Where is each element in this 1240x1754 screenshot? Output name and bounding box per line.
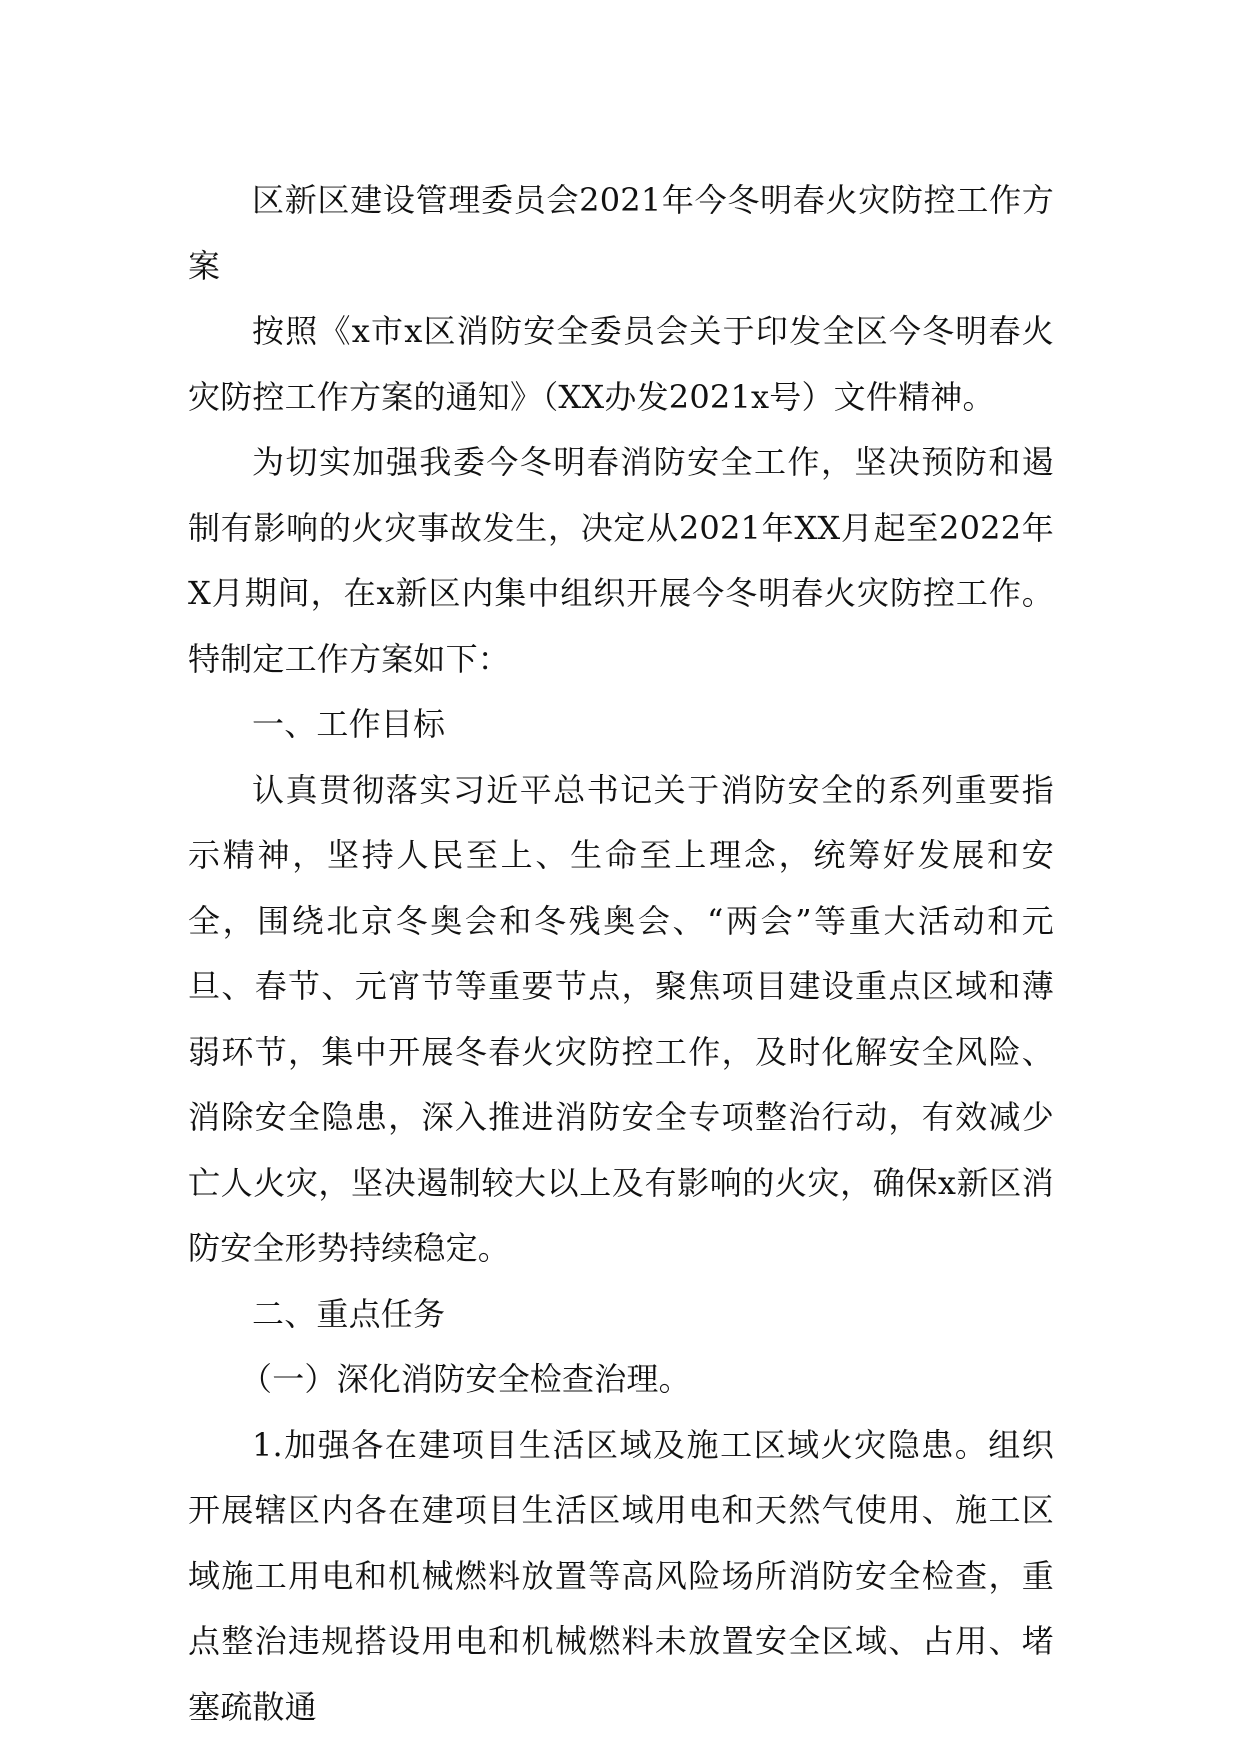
section-heading-tasks: 二、重点任务 [252, 1294, 446, 1333]
document-body [188, 168, 1054, 1740]
paragraph-basis: 按照《x市x区消防安全委员会关于印发全区今冬明春火灾防控工作方案的通知》（XX办发2021x号）文件精神。 [188, 312, 1054, 416]
paragraph-purpose: 为切实加强我委今冬明春消防安全工作，坚决预防和遏制有影响的火灾事故发生，决定从2021年XX月起至2022年X月期间，在x新区内集中组织开展今冬明春火灾防控工作。特制定工作方案如下： [188, 443, 1054, 678]
subsection-heading-inspection: （一）深化消防安全检查治理。 [240, 1360, 691, 1398]
paragraph-goals: 认真贯彻落实习近平总书记关于消防安全的系列重要指示精神，坚持人民至上、生命至上理念，统筹好发展和安全，围绕北京冬奥会和冬残奥会、“两会”等重大活动和元旦、春节、元宵节等重要节点，聚焦项目建设重点区域和薄弱环节，集中开展冬春火灾防控工作，及时化解安全风险、消除安全隐患，深入推进消防安全专项整治行动，有效减少亡人火灾，坚决遏制较大以上及有影响的火灾，确保x新区消防安全形势持续稳定。 [188, 770, 1054, 1267]
document-title: 区新区建设管理委员会2021年今冬明春火灾防控工作方案 [188, 181, 1054, 285]
paragraph-task-1: 1.加强各在建项目生活区域及施工区域火灾隐患。组织开展辖区内各在建项目生活区域用电和天然气使用、施工区域施工用电和机械燃料放置等高风险场所消防安全检查，重点整治违规搭设用电和机械燃料未放置安全区域、占用、堵塞疏散通 [188, 1425, 1054, 1726]
section-heading-goals: 一、工作目标 [252, 705, 446, 743]
